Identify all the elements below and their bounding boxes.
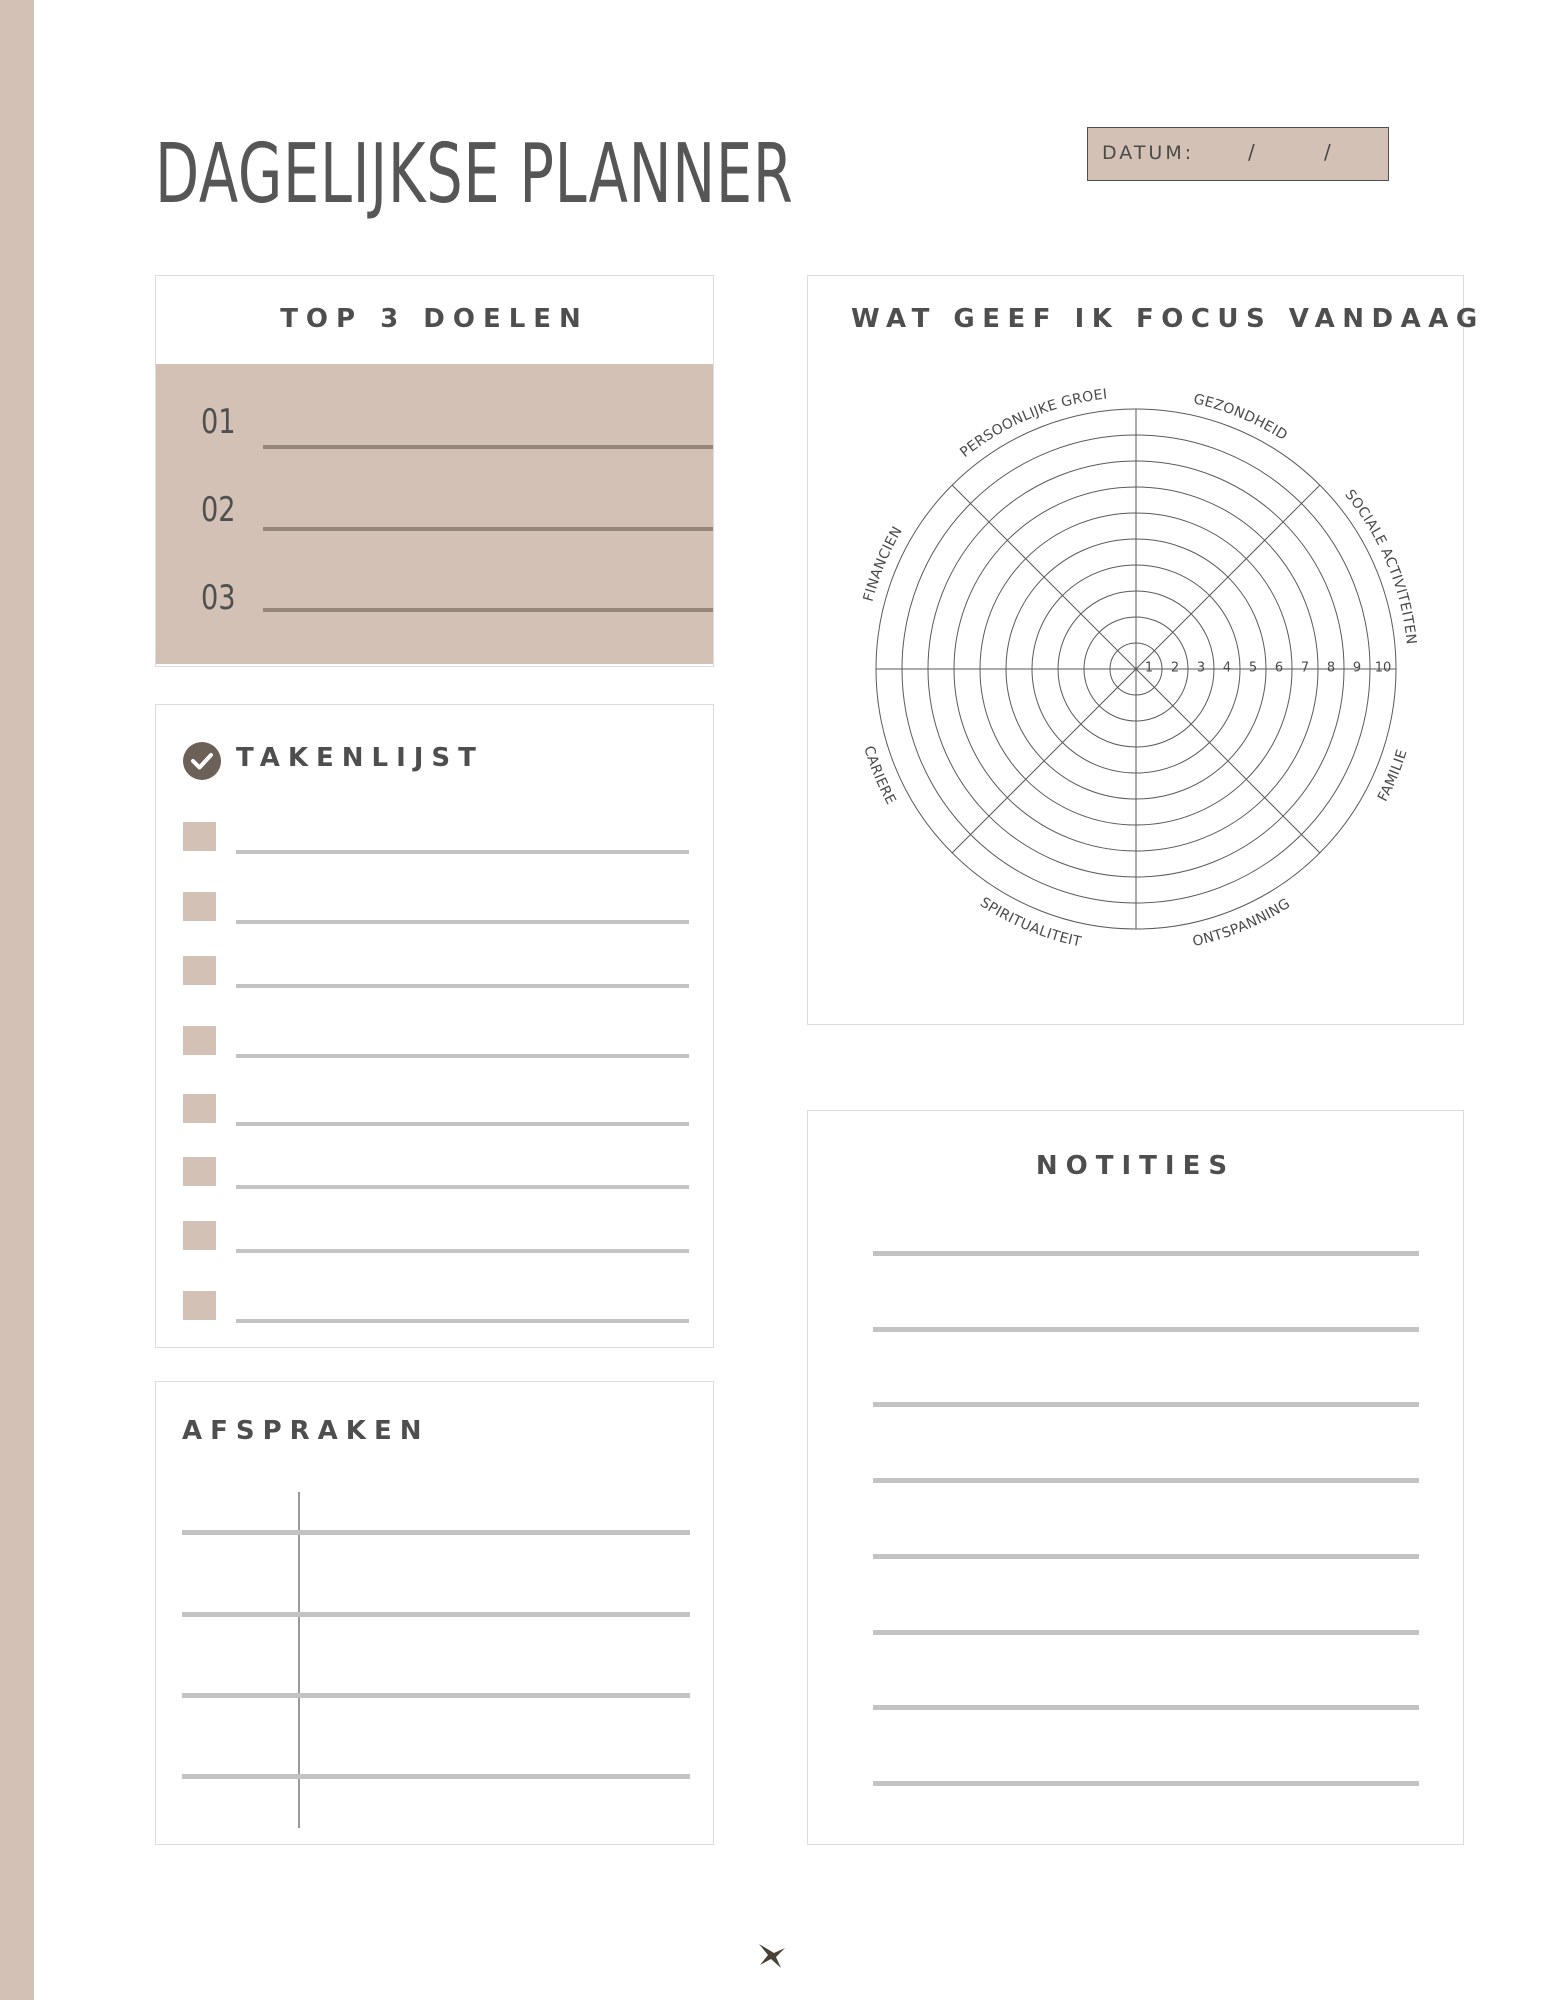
appointment-line[interactable] — [182, 1693, 690, 1698]
wheel-segment-label — [1341, 487, 1418, 646]
wheel-scale-number: 9 — [1352, 660, 1362, 676]
focus-title: WAT GEEF IK FOCUS VANDAAG — [851, 304, 1485, 334]
check-circle-icon — [182, 741, 222, 781]
wheel-scale-number: 6 — [1274, 660, 1284, 676]
four-point-star-icon — [757, 1940, 787, 1970]
wheel-scale-number: 10 — [1374, 660, 1392, 676]
date-separator: / — [1248, 140, 1255, 164]
goal-line-1[interactable] — [263, 445, 713, 449]
goal-line-2[interactable] — [263, 527, 713, 531]
wheel-segment-label-text: SOCIALE ACTIVITEITEN — [1341, 486, 1419, 646]
task-line[interactable] — [236, 920, 689, 924]
task-checkbox[interactable] — [183, 956, 216, 985]
appointment-line[interactable] — [182, 1530, 690, 1535]
wheel-scale-number: 5 — [1248, 660, 1258, 676]
wheel-segment-label — [957, 387, 1108, 461]
tasks-title: TAKENLIJST — [236, 743, 484, 773]
task-line[interactable] — [236, 1054, 689, 1058]
task-checkbox[interactable] — [183, 822, 216, 851]
note-line[interactable] — [873, 1251, 1419, 1256]
goals-title: TOP 3 DOELEN — [280, 304, 589, 334]
focus-wheel[interactable] — [808, 276, 1463, 1024]
notes-panel — [807, 1110, 1464, 1845]
wheel-segment-label — [1191, 896, 1293, 950]
wheel-segment-label — [860, 744, 898, 807]
wheel-scale-number: 8 — [1326, 660, 1336, 676]
task-line[interactable] — [236, 1122, 689, 1126]
task-checkbox[interactable] — [183, 1291, 216, 1320]
wheel-scale-number: 3 — [1196, 660, 1206, 676]
task-checkbox[interactable] — [183, 1157, 216, 1186]
appointment-line[interactable] — [182, 1612, 690, 1617]
goal-line-3[interactable] — [263, 608, 713, 612]
side-stripe — [0, 0, 34, 2000]
note-line[interactable] — [873, 1630, 1419, 1635]
task-checkbox[interactable] — [183, 1026, 216, 1055]
tasks-panel — [155, 704, 714, 1348]
note-line[interactable] — [873, 1705, 1419, 1710]
wheel-segment-label-text: FINANCIEN — [860, 523, 906, 604]
goal-number: 02 — [201, 490, 236, 530]
appointment-line[interactable] — [182, 1774, 690, 1779]
notes-title: NOTITIES — [1035, 1151, 1236, 1181]
wheel-scale-number: 7 — [1300, 660, 1310, 676]
note-line[interactable] — [873, 1402, 1419, 1407]
date-field[interactable] — [1087, 127, 1389, 181]
wheel-segment-label — [1192, 391, 1290, 444]
note-line[interactable] — [873, 1478, 1419, 1483]
task-checkbox[interactable] — [183, 1094, 216, 1123]
wheel-segment-label — [977, 895, 1083, 951]
task-line[interactable] — [236, 1185, 689, 1189]
note-line[interactable] — [873, 1327, 1419, 1332]
wheel-scale-number: 1 — [1144, 660, 1154, 676]
wheel-segment-label-text: GEZONDHEID — [1191, 391, 1291, 445]
task-line[interactable] — [236, 850, 689, 854]
page-title: DAGELIJKSE PLANNER — [155, 127, 794, 222]
wheel-segment-label-text: SPIRITUALITEIT — [977, 894, 1083, 951]
goals-panel — [155, 275, 714, 667]
task-line[interactable] — [236, 1249, 689, 1253]
task-checkbox[interactable] — [183, 1221, 216, 1250]
wheel-scale-number: 2 — [1170, 660, 1180, 676]
task-line[interactable] — [236, 1319, 689, 1323]
note-line[interactable] — [873, 1781, 1419, 1786]
wheel-segment-label-text: FAMILIE — [1374, 747, 1411, 805]
appointments-panel — [155, 1381, 714, 1845]
task-checkbox[interactable] — [183, 892, 216, 921]
goal-number: 03 — [201, 578, 236, 618]
wheel-segment-label-text: PERSOONLIJKE GROEI — [957, 386, 1109, 461]
date-label: DATUM: — [1102, 142, 1195, 164]
appointments-title: AFSPRAKEN — [182, 1416, 430, 1446]
goal-number: 01 — [201, 402, 236, 442]
goals-fill — [156, 364, 713, 664]
focus-wheel-panel — [807, 275, 1485, 1025]
wheel-segment-label — [1375, 748, 1411, 805]
note-line[interactable] — [873, 1554, 1419, 1559]
task-line[interactable] — [236, 984, 689, 988]
date-separator: / — [1324, 140, 1331, 164]
wheel-segment-label-text: CARIERE — [860, 744, 899, 808]
wheel-scale-number: 4 — [1222, 660, 1232, 676]
wheel-segment-label-text: ONTSPANNING — [1191, 895, 1294, 950]
wheel-segment-label — [861, 524, 906, 604]
